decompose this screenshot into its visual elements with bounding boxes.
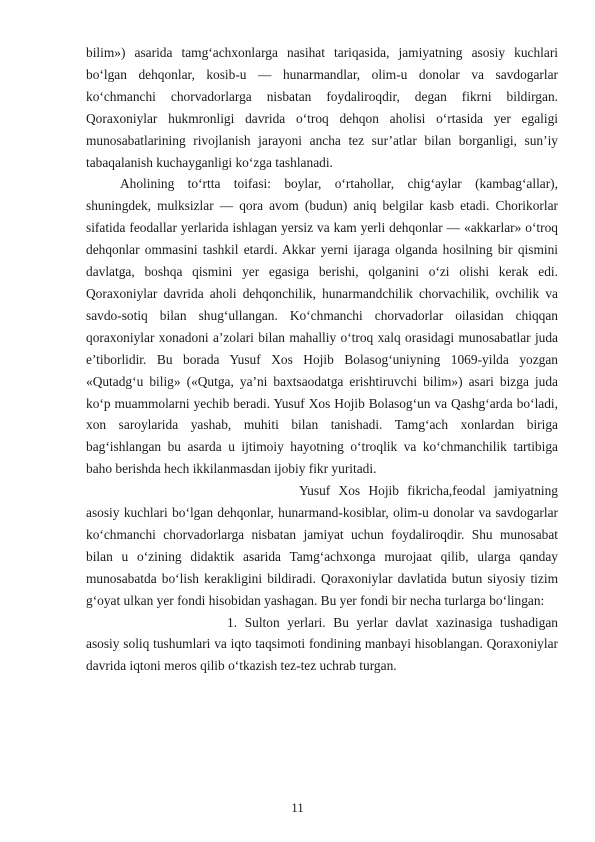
paragraph-4: 1. Sulton yerlari. Bu yerlar davlat xazinasiga tushadigan asosiy soliq tushumlari va iqto taqsimoti fondining manbayi hisoblangan. Qoraxoniylar davrida iqtoni meros qilib o‘tkazish tez-tez uchrab turgan. bbox=[86, 614, 558, 674]
document-page bbox=[86, 42, 558, 677]
paragraph-3: Yusuf Xos Hojib fikricha,feodal jamiyatning asosiy kuchlari bo‘lgan dehqonlar, hunarmand-kosiblar, olim-u donolar va savdogarlar ko‘chmanchi chorvadorlarga nisbatan jamiyat uchun foydaliroqdir. Shu munosabat bilan u o‘zining didaktik asarida Tamg‘achxonga murojaat qilib, ularga qanday munosabatda bo‘lish kerakligini bildiradi. Qoraxoniylar davlatida butun siyosiy tizim g‘oyat ulkan yer fondi hisobidan yashagan. Bu yer fondi bir necha turlarga bo‘lingan: bbox=[86, 483, 558, 608]
paragraph-1: bilim») asarida tamg‘achxonlarga nasihat tariqasida, jamiyatning asosiy kuchlari bo‘lgan dehqonlar, kosib-u — hunarmandlar, olim-u donolar va savdogarlar ko‘chmanchi chorvadorlarga nisbatan foydaliroqdir, degan fikrni bildirgan. Qoraxoniylar hukmronligi davrida o‘troq dehqon aholisi o‘rtasida yer egaligi munosabatlarining rivojlanish jarayoni ancha tez sur’atlar bilan borganligi, sun’iy tabaqalanish kuchayganligi ko‘zga tashlanadi. bbox=[86, 45, 558, 170]
paragraph-2: Aholining to‘rtta toifasi: boylar, o‘rtahollar, chig‘aylar (kambag‘allar), shuningdek, mulksizlar — qora avom (budun) aniq belgilar kasb etadi. Chorikorlar sifatida feodallar yerlarida ishlagan yersiz va kam yerli dehqonlar — «akkarlar» o‘troq dehqonlar ommasini tashkil etardi. Akkar yerni ijaraga olganda hosilning bir qismini davlatga, boshqa qismini yer egasiga berishi, qolganini o‘zi olishi kerak edi. Qoraxoniylar davrida aholi dehqonchilik, hunarmandchilik chorvachilik, ovchilik va savdo-sotiq bilan shug‘ullangan. Ko‘chmanchi chorvadorlar oilasidan chiqqan qoraxoniylar xonadoni a’zolari bilan mahalliy o‘troq xalq orasidagi munosabatlar juda e’tiborlidir. Bu borada Yusuf Xos Hojib Bolasog‘uniyning 1069-yilda yozgan «Qutadg‘u bilig» («Qutga, ya’ni baxtsaodatga erishtiruvchi bilim») asari bizga juda ko‘p muammolarni yechib beradi. Yusuf Xos Hojib Bolasog‘un va Qashg‘arda bo‘ladi, xon saroylarida yashab, muhiti bilan tanishadi. Tamg‘ach xonlardan biriga bag‘ishlangan bu asarda u ijtimoiy hayotning o‘troqlik va ko‘chmanchilik tartibiga baho berishda hech ikkilanmasdan ijobiy fikr yuritadi. bbox=[86, 176, 558, 477]
page-number: 11 bbox=[291, 800, 304, 815]
